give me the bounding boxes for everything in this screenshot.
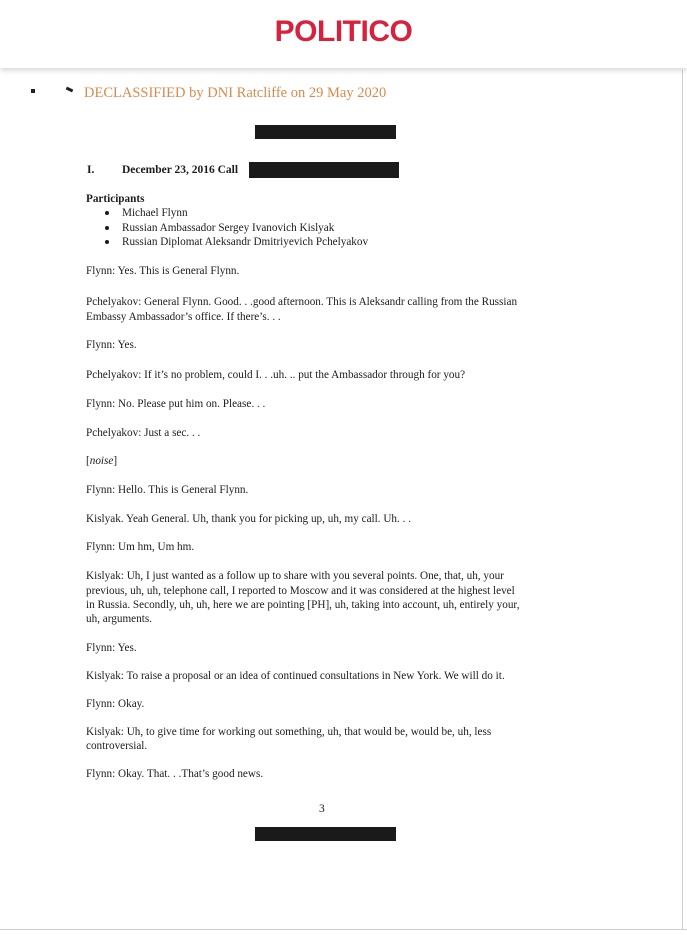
- participant-item: Michael Flynn: [104, 206, 368, 221]
- participants-list: [104, 206, 368, 250]
- transcript-line: in Russia. Secondly, uh, uh, here we are pointing [PH], uh, taking into account, uh, entirely your,: [86, 599, 520, 611]
- declassified-stamp: DECLASSIFIED by DNI Ratcliffe on 29 May 2020: [84, 85, 387, 101]
- transcript-line: Kislyak: Uh, I just wanted as a follow up to share with you several points. One, that, uh, your: [86, 570, 504, 582]
- page-edge-bottom: [0, 929, 687, 930]
- transcript-line: Flynn: Okay.: [86, 698, 145, 710]
- transcript-line: uh, arguments.: [86, 613, 152, 625]
- section-number: I.: [87, 164, 95, 176]
- transcript-line: Embassy Ambassador’s office. If there’s. . .: [86, 311, 281, 323]
- redaction-title: [249, 162, 399, 178]
- transcript-line: Pchelyakov: General Flynn. Good. . .good afternoon. This is Aleksandr calling from the Russian: [86, 296, 518, 308]
- transcript-line: Flynn: Hello. This is General Flynn.: [86, 484, 249, 496]
- page-number: 3: [319, 803, 325, 815]
- transcript-line: Flynn: Um hm, Um hm.: [86, 541, 195, 553]
- transcript-line: Kislyak: To raise a proposal or an idea of continued consultations in New York. We will do it.: [86, 670, 505, 682]
- transcript-line: controversial.: [86, 740, 148, 752]
- redaction-bottom: [255, 827, 396, 841]
- scan-mark-dot: [31, 89, 35, 93]
- transcript-line: Kislyak. Yeah General. Uh, thank you for picking up, uh, my call. Uh. . .: [86, 513, 412, 525]
- transcript-line: Flynn: No. Please put him on. Please. . .: [86, 398, 266, 410]
- participant-item: Russian Diplomat Aleksandr Dmitriyevich Pchelyakov: [104, 235, 368, 250]
- transcript-line: Flynn: Yes.: [86, 339, 137, 351]
- page-edge-right: [682, 70, 683, 930]
- participants-heading: Participants: [86, 193, 145, 205]
- redaction-top: [255, 125, 396, 139]
- transcript-line: Flynn: Yes.: [86, 642, 137, 654]
- transcript-line: Pchelyakov: Just a sec. . .: [86, 427, 201, 439]
- site-header: [0, 0, 687, 68]
- transcript-line: previous, uh, uh, telephone call, I reported to Moscow and it was considered at the highest level: [86, 585, 515, 597]
- participant-item: Russian Ambassador Sergey Ivanovich Kislyak: [104, 221, 368, 236]
- politico-logo[interactable]: POLITICO: [274, 15, 413, 48]
- transcript-line: Flynn: Okay. That. . .That’s good news.: [86, 768, 264, 780]
- section-title: December 23, 2016 Call: [122, 164, 239, 176]
- transcript-line: Flynn: Yes. This is General Flynn.: [86, 265, 240, 277]
- transcript-line: Kislyak: Uh, to give time for working out something, uh, that would be, would be, uh, less: [86, 726, 492, 738]
- transcript-line-noise: [noise]: [86, 455, 118, 467]
- transcript-line: Pchelyakov: If it’s no problem, could I. . .uh. .. put the Ambassador through for you?: [86, 369, 466, 381]
